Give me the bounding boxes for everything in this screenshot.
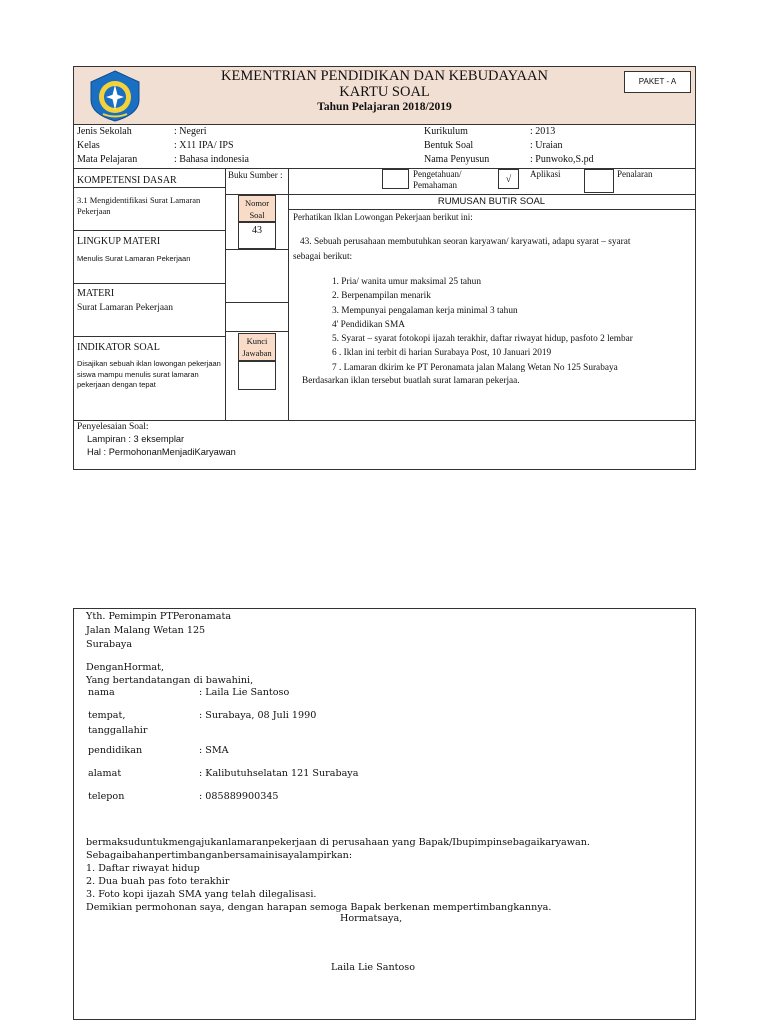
question-text: 43. Sebuah perusahaan membutuhkan seoran karyawan/ karyawati, adapu syarat – syarat xyxy=(300,237,631,247)
info-label: Bentuk Soal xyxy=(424,140,474,151)
nomor-soal-label: Nomor Soal xyxy=(238,195,276,222)
field-label: telepon xyxy=(88,791,125,802)
body-line: Demikian permohonan saya, dengan harapan semoga Bapak berkenan mempertimbangkannya. xyxy=(86,902,552,913)
field-label: nama xyxy=(88,687,115,698)
aplikasi-label: Aplikasi xyxy=(530,169,561,179)
pengetahuan-label: Pengetahuan/ Pemahaman xyxy=(413,169,462,190)
penyelesaian-label: Penyelesaian Soal: xyxy=(77,422,149,432)
list-item: 4' Pendidikan SMA xyxy=(332,319,405,330)
body-line: 3. Foto kopi ijazah SMA yang telah dilegalisasi. xyxy=(86,889,317,900)
lingkup-text: Menulis Surat Lamaran Pekerjaan xyxy=(77,254,191,263)
info-value: : Uraian xyxy=(530,140,563,151)
indikator-title: INDIKATOR SOAL xyxy=(77,342,160,353)
info-label: Jenis Sekolah xyxy=(77,126,132,137)
buku-sumber-label: Buku Sumber : xyxy=(228,170,283,180)
paket-badge: PAKET - A xyxy=(624,71,691,93)
address-line: Yth. Pemimpin PTPeronamata xyxy=(86,611,232,622)
list-item: 1. Pria/ wanita umur maksimal 25 tahun xyxy=(332,277,481,287)
field-value: : 085889900345 xyxy=(199,791,279,802)
body-line: Sebagaibahanpertimbanganbersamainisayalampirkan: xyxy=(86,850,353,861)
divider xyxy=(74,230,225,231)
closing-instruction: Berdasarkan iklan tersebut buatlah surat lamaran pekerjaa. xyxy=(302,376,520,386)
field-value: : Surabaya, 08 Juli 1990 xyxy=(199,710,317,721)
question-text-2: sebagai berikut: xyxy=(293,252,353,262)
rumusan-title: RUMUSAN BUTIR SOAL xyxy=(437,196,546,207)
info-right xyxy=(424,125,684,167)
info-value: : Negeri xyxy=(174,126,207,137)
materi-text: Surat Lamaran Pekerjaan xyxy=(77,303,174,313)
hal-line: Hal : PermohonanMenjadiKaryawan xyxy=(87,447,236,457)
divider xyxy=(74,336,225,337)
list-item: 6 . Iklan ini terbit di harian Surabaya Post, 10 Januari 2019 xyxy=(332,348,552,359)
info-value: : Bahasa indonesia xyxy=(174,154,249,165)
penalaran-label: Penalaran xyxy=(617,169,653,179)
nomor-soal-value: 43 xyxy=(238,222,276,249)
divider xyxy=(74,187,225,188)
divider xyxy=(74,420,695,421)
info-label: Kurikulum xyxy=(424,126,468,137)
info-left xyxy=(77,125,249,167)
divider xyxy=(288,209,695,210)
address-line: Surabaya xyxy=(86,639,133,650)
field-value: : Laila Lie Santoso xyxy=(199,687,290,698)
field-label: tanggallahir xyxy=(88,725,148,736)
field-label: pendidikan xyxy=(88,745,143,756)
kunci-jawaban-label: Kunci Jawaban xyxy=(238,333,276,361)
letter-intro: Yang bertandatangan di bawahini, xyxy=(86,675,254,686)
kompetensi-text: 3.1 Mengidentifikasi Surat Lamaran Pekerjaan xyxy=(77,195,201,216)
info-label: Kelas xyxy=(77,140,100,151)
card-header xyxy=(74,67,695,125)
info-value: : 2013 xyxy=(530,126,556,137)
lampiran-line: Lampiran : 3 eksemplar xyxy=(87,434,185,444)
field-label: tempat, xyxy=(88,710,126,721)
field-label: alamat xyxy=(88,768,122,779)
divider xyxy=(74,283,225,284)
question-card xyxy=(73,66,696,470)
academic-year: Tahun Pelajaran 2018/2019 xyxy=(317,101,452,113)
penalaran-checkbox[interactable] xyxy=(584,169,614,193)
address-line: Jalan Malang Wetan 125 xyxy=(86,625,206,636)
list-item: 5. Syarat – syarat fotokopi ijazah terakhir, daftar riwayat hidup, pasfoto 2 lembar xyxy=(332,334,633,345)
body-line: bermaksuduntukmengajukanlamaranpekerjaan di perusahaan yang Bapak/Ibupimpinsebagaikaryawan. xyxy=(86,837,590,848)
card-subtitle: KARTU SOAL xyxy=(339,84,430,100)
divider xyxy=(225,331,288,332)
divider xyxy=(288,194,695,195)
field-value: : SMA xyxy=(199,745,229,756)
list-item: 2. Berpenampilan menarik xyxy=(332,291,431,302)
kunci-jawaban-box xyxy=(238,361,276,390)
signature: Laila Lie Santoso xyxy=(331,962,415,973)
lingkup-title: LINGKUP MATERI xyxy=(77,236,161,247)
list-item: 7 . Lamaran dkirim ke PT Peronamata jalan Malang Wetan No 125 Surabaya xyxy=(332,362,618,373)
ministry-title: KEMENTRIAN PENDIDIKAN DAN KEBUDAYAAN xyxy=(221,68,548,84)
body-line: 1. Daftar riwayat hidup xyxy=(86,863,200,874)
rumusan-intro: Perhatikan Iklan Lowongan Pekerjaan berikut ini: xyxy=(293,212,473,222)
letter-greeting: DenganHormat, xyxy=(86,662,165,673)
materi-title: MATERI xyxy=(77,288,115,299)
kompetensi-title: KOMPETENSI DASAR xyxy=(77,175,177,186)
info-value: : Punwoko,S.pd xyxy=(530,154,594,165)
indikator-text: Disajikan sebuah iklan lowongan pekerjaan siswa mampu menulis surat lamaran pekerjaan dengan tepat xyxy=(77,359,221,389)
application-letter xyxy=(73,608,696,1020)
divider xyxy=(225,302,288,303)
divider xyxy=(225,168,226,420)
info-label: Mata Pelajaran xyxy=(77,154,138,165)
info-label: Nama Penyusun xyxy=(424,154,490,165)
body-line: 2. Dua buah pas foto terakhir xyxy=(86,876,230,887)
aplikasi-checkbox[interactable]: √ xyxy=(498,169,519,189)
letter-closing: Hormatsaya, xyxy=(340,913,403,924)
list-item: 3. Mempunyai pengalaman kerja minimal 3 tahun xyxy=(332,305,518,316)
requirements-list xyxy=(332,275,633,375)
field-value: : Kalibutuhselatan 121 Surabaya xyxy=(199,768,359,779)
pengetahuan-checkbox[interactable] xyxy=(382,169,409,189)
info-value: : X11 IPA/ IPS xyxy=(174,140,234,151)
divider xyxy=(225,249,288,250)
